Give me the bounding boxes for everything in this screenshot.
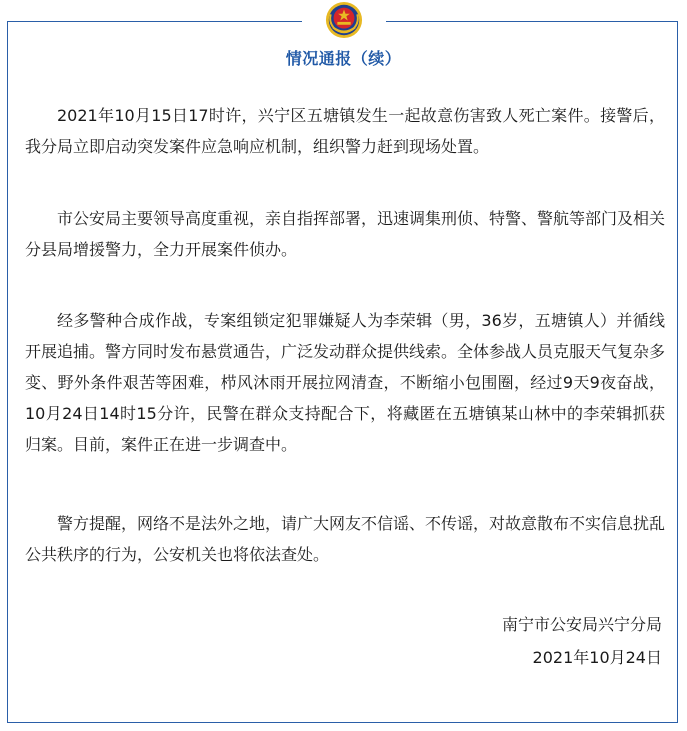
paragraph-arrest: 经多警种合成作战，专案组锁定犯罪嫌疑人为李荣辑（男，36岁，五塘镇人）并循线开展追捕。警方同时发布悬赏通告，广泛发动群众提供线索。全体参战人员克服天气复杂多变、野外条件艰苦等困难，栉风沐雨开展拉网清查，不断缩小包围圈，经过9天9夜奋战，10月24日14时15分许，民警在群众支持配合下，将藏匿在五塘镇某山林中的李荣辑抓获归案。目前，案件正在进一步调查中。 xyxy=(25,311,666,454)
page-title: 情况通报（续） xyxy=(285,49,402,68)
signature-organization: 南宁市公安局兴宁分局 xyxy=(501,615,662,634)
police-emblem-icon xyxy=(325,1,363,39)
signature-date: 2021年10月24日 xyxy=(532,648,662,667)
paragraph-incident: 2021年10月15日17时许，兴宁区五塘镇发生一起故意伤害致人死亡案件。接警后，我分局立即启动突发案件应急响应机制，组织警力赶到现场处置。 xyxy=(25,106,665,156)
paragraph-deployment: 市公安局主要领导高度重视，亲自指挥部署，迅速调集刑侦、特警、警航等部门及相关分县局增援警力，全力开展案件侦办。 xyxy=(25,209,666,259)
paragraph-warning: 警方提醒，网络不是法外之地，请广大网友不信谣、不传谣，对故意散布不实信息扰乱公共秩序的行为，公安机关也将依法查处。 xyxy=(25,514,666,564)
